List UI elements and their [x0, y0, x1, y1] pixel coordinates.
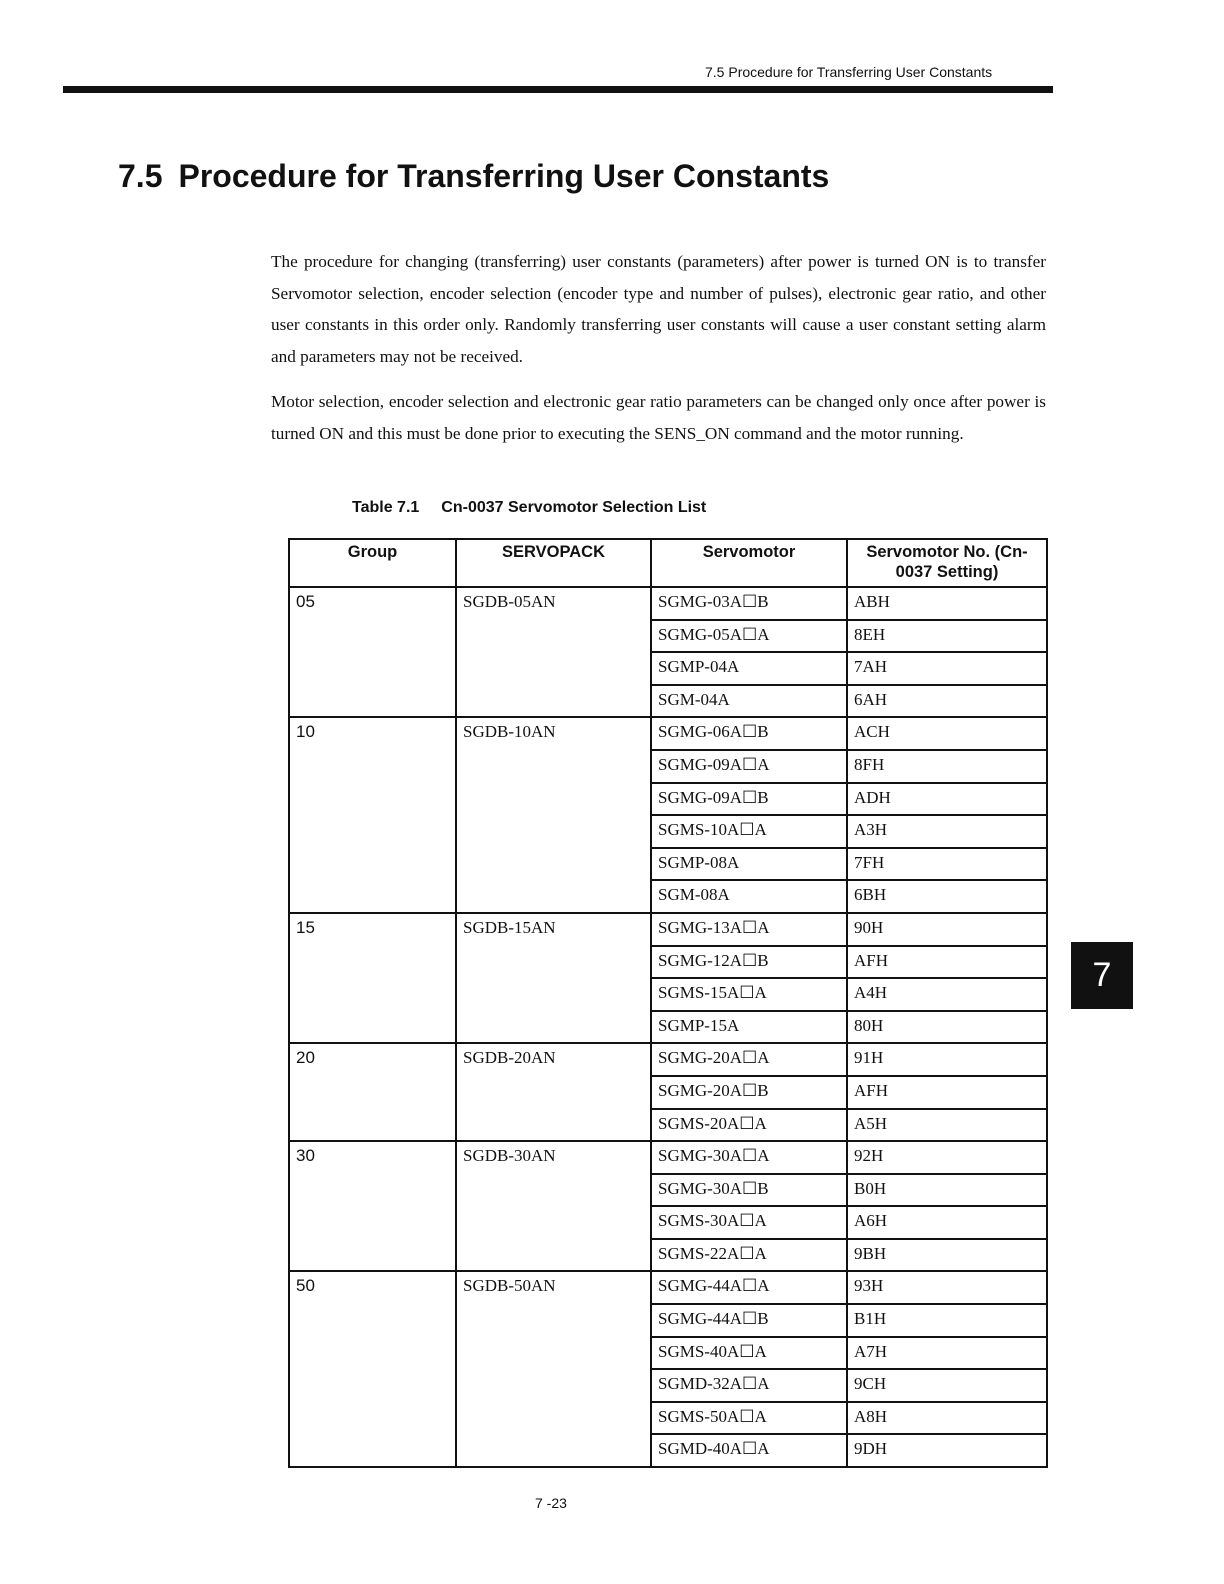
section-number: 7.5 — [118, 158, 163, 194]
chapter-tab: 7 — [1071, 942, 1133, 1009]
servomotor-cell: SGM-04A — [651, 685, 847, 718]
servomotor-cell: SGMG-09A☐A — [651, 750, 847, 783]
servomotor-cell: SGMG-06A☐B — [651, 717, 847, 750]
table-row — [289, 1141, 1047, 1174]
table-row — [289, 913, 1047, 946]
column-header-group: Group — [289, 539, 456, 587]
servomotor-number-cell: A3H — [847, 815, 1047, 848]
servomotor-cell: SGM-08A — [651, 880, 847, 913]
servomotor-cell: SGMG-20A☐A — [651, 1043, 847, 1076]
servomotor-number-cell: A5H — [847, 1109, 1047, 1142]
servomotor-number-cell: 90H — [847, 913, 1047, 946]
motor-selection-paragraph: Motor selection, encoder selection and electronic gear ratio parameters can be changed only once after power is turned ON and this must be done prior to executing the SENS_ON command and the motor running. — [271, 392, 1046, 443]
table-caption-number: Table 7.1 — [352, 499, 420, 516]
servomotor-number-cell: 9BH — [847, 1239, 1047, 1272]
servomotor-cell: SGMG-05A☐A — [651, 620, 847, 653]
servomotor-cell: SGMS-15A☐A — [651, 978, 847, 1011]
servomotor-cell: SGMG-44A☐B — [651, 1304, 847, 1337]
servomotor-cell: SGMD-40A☐A — [651, 1434, 847, 1467]
running-header: 7.5 Procedure for Transferring User Constants — [705, 64, 993, 80]
servomotor-number-cell: A7H — [847, 1337, 1047, 1370]
servomotor-cell: SGMS-30A☐A — [651, 1206, 847, 1239]
servomotor-cell: SGMD-32A☐A — [651, 1369, 847, 1402]
servomotor-cell: SGMS-40A☐A — [651, 1337, 847, 1370]
intro-paragraph: The procedure for changing (transferring) user constants (parameters) after power is turned ON is to transfer Servomotor selection, encoder selection (encoder type and number of pulses), electronic gear ratio, and other user constants in this order only. Randomly transferring user constants will cause a user constant setting alarm and parameters may not be received. — [271, 252, 1046, 366]
servomotor-number-cell: ACH — [847, 717, 1047, 750]
servomotor-cell: SGMG-30A☐B — [651, 1174, 847, 1207]
page-number: 7 -23 — [535, 1495, 567, 1511]
servomotor-number-cell: 9CH — [847, 1369, 1047, 1402]
servopack-cell: SGDB-30AN — [456, 1141, 651, 1271]
table-row — [289, 587, 1047, 620]
header-rule — [63, 86, 1053, 93]
servomotor-number-cell: 80H — [847, 1011, 1047, 1044]
servomotor-cell: SGMS-10A☐A — [651, 815, 847, 848]
servomotor-number-cell: ADH — [847, 783, 1047, 816]
servopack-cell: SGDB-50AN — [456, 1271, 651, 1467]
servomotor-number-cell: A4H — [847, 978, 1047, 1011]
servomotor-cell: SGMG-30A☐A — [651, 1141, 847, 1174]
servomotor-number-cell: 7FH — [847, 848, 1047, 881]
group-cell: 20 — [289, 1043, 456, 1141]
servomotor-number-cell: 91H — [847, 1043, 1047, 1076]
group-cell: 30 — [289, 1141, 456, 1271]
table-header-row — [289, 539, 1047, 587]
table-row — [289, 1043, 1047, 1076]
servomotor-number-cell: 93H — [847, 1271, 1047, 1304]
servomotor-number-cell: B0H — [847, 1174, 1047, 1207]
servomotor-cell: SGMS-22A☐A — [651, 1239, 847, 1272]
servomotor-selection-table — [288, 538, 1048, 1468]
servomotor-cell: SGMP-15A — [651, 1011, 847, 1044]
servomotor-number-cell: 8EH — [847, 620, 1047, 653]
servomotor-number-cell: 8FH — [847, 750, 1047, 783]
servomotor-number-cell: A8H — [847, 1402, 1047, 1435]
servomotor-cell: SGMS-20A☐A — [651, 1109, 847, 1142]
group-cell: 10 — [289, 717, 456, 913]
column-header-servomotor-no: Servomotor No. (Cn-0037 Setting) — [847, 539, 1047, 587]
servopack-cell: SGDB-05AN — [456, 587, 651, 717]
servopack-cell: SGDB-10AN — [456, 717, 651, 913]
table-caption — [352, 499, 706, 517]
servomotor-number-cell: 92H — [847, 1141, 1047, 1174]
group-cell: 05 — [289, 587, 456, 717]
servomotor-cell: SGMG-44A☐A — [651, 1271, 847, 1304]
servomotor-cell: SGMS-50A☐A — [651, 1402, 847, 1435]
column-header-servopack: SERVOPACK — [456, 539, 651, 587]
servomotor-cell: SGMG-12A☐B — [651, 946, 847, 979]
servomotor-number-cell: 6AH — [847, 685, 1047, 718]
servomotor-cell: SGMP-04A — [651, 652, 847, 685]
servomotor-cell: SGMP-08A — [651, 848, 847, 881]
servomotor-number-cell: 9DH — [847, 1434, 1047, 1467]
table-body — [289, 587, 1047, 1467]
table-row — [289, 1271, 1047, 1304]
section-title — [118, 158, 829, 195]
column-header-servomotor: Servomotor — [651, 539, 847, 587]
servomotor-number-cell: AFH — [847, 946, 1047, 979]
servopack-cell: SGDB-20AN — [456, 1043, 651, 1141]
servomotor-cell: SGMG-13A☐A — [651, 913, 847, 946]
servomotor-number-cell: B1H — [847, 1304, 1047, 1337]
servomotor-cell: SGMG-09A☐B — [651, 783, 847, 816]
servomotor-number-cell: AFH — [847, 1076, 1047, 1109]
servomotor-number-cell: 7AH — [847, 652, 1047, 685]
group-cell: 15 — [289, 913, 456, 1043]
table-caption-title: Cn-0037 Servomotor Selection List — [441, 499, 707, 516]
servopack-cell: SGDB-15AN — [456, 913, 651, 1043]
section-title-text: Procedure for Transferring User Constants — [178, 158, 830, 194]
servomotor-cell: SGMG-03A☐B — [651, 587, 847, 620]
group-cell: 50 — [289, 1271, 456, 1467]
servomotor-cell: SGMG-20A☐B — [651, 1076, 847, 1109]
servomotor-number-cell: 6BH — [847, 880, 1047, 913]
table-row — [289, 717, 1047, 750]
servomotor-number-cell: ABH — [847, 587, 1047, 620]
servomotor-number-cell: A6H — [847, 1206, 1047, 1239]
